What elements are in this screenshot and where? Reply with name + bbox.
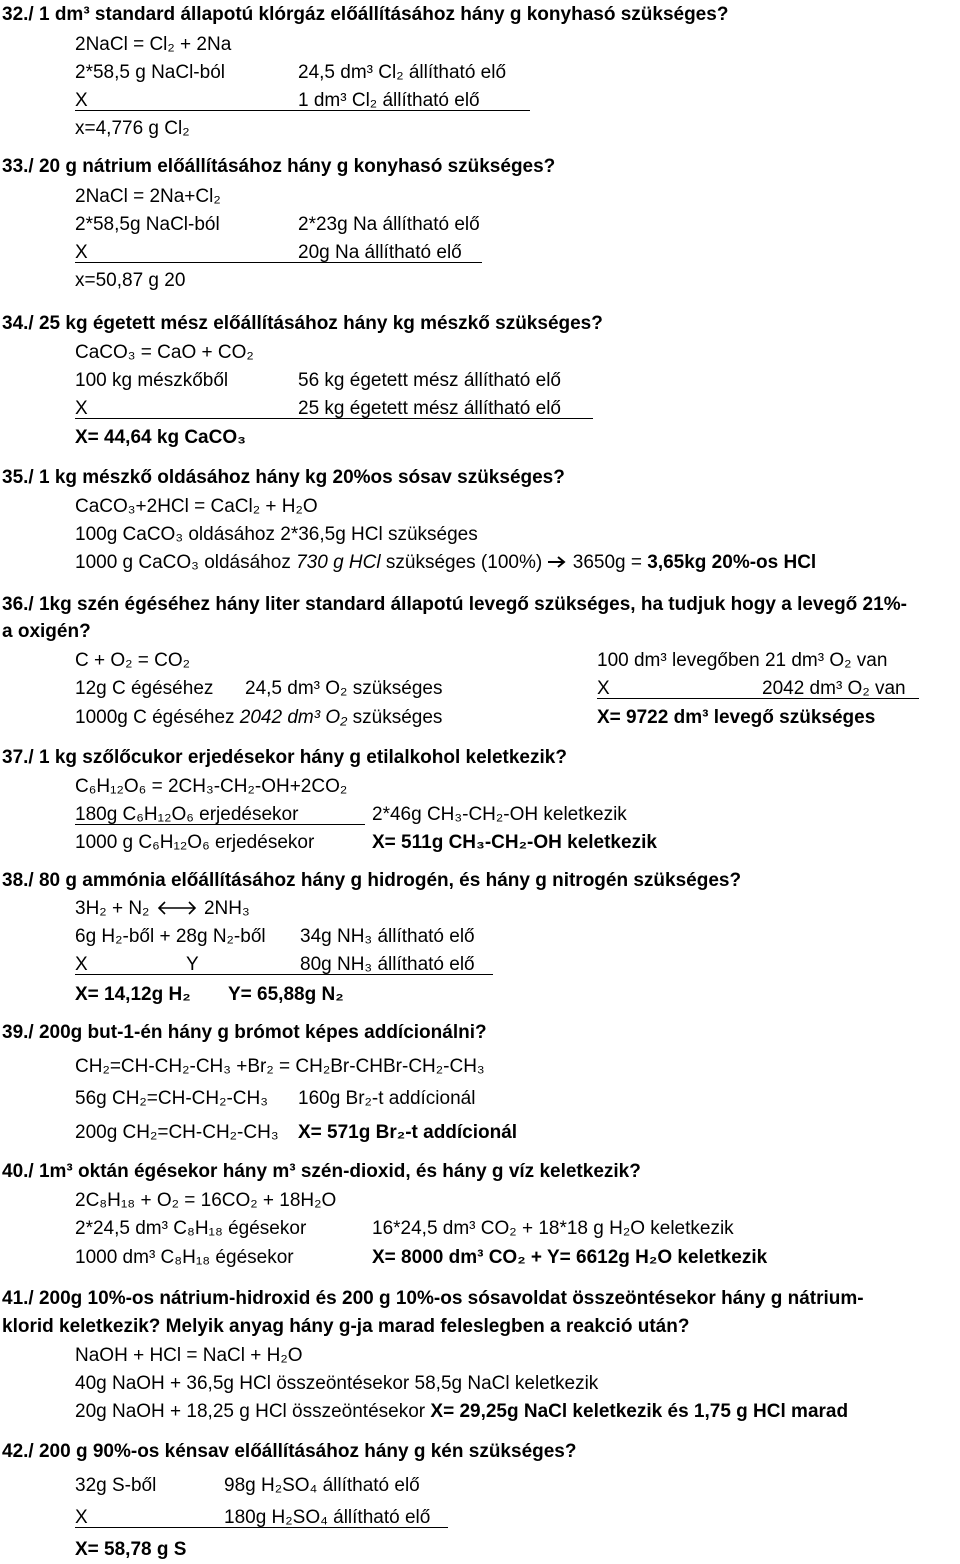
q32-row2-right: 1 dm³ Cl₂ állítható elő — [298, 90, 480, 111]
q36-right-2b: 2042 dm³ O₂ van — [762, 678, 906, 699]
q41-row2-a: 20g NaOH + 18,25 g HCl összeöntésekor — [75, 1401, 426, 1422]
q36-left-2a: 12g C égéséhez — [75, 678, 214, 699]
q39-row1-right: 160g Br₂-t addícionál — [298, 1088, 476, 1109]
q41-row1: 40g NaOH + 36,5g HCl összeöntésekor 58,5g NaCl keletkezik — [75, 1373, 599, 1394]
q35-row2-e: 3,65kg 20%-os HCl — [647, 552, 817, 573]
q33-equation: 2NaCl = 2Na+Cl₂ — [75, 186, 221, 207]
q32-equation: 2NaCl = Cl₂ + 2Na — [75, 34, 232, 55]
q42-row1-right: 98g H₂SO₄ állítható elő — [224, 1475, 420, 1496]
q38-row2-x: X — [75, 954, 88, 975]
q39-equation: CH₂=CH-CH₂-CH₃ +Br₂ = CH₂Br-CHBr-CH₂-CH₃ — [75, 1056, 485, 1077]
q36-left-1: C + O₂ = CO₂ — [75, 650, 191, 671]
q40-title: 40./ 1m³ oktán égésekor hány m³ szén-dioxid, és hány g víz keletkezik? — [2, 1161, 641, 1182]
q35-row2-a: 1000 g CaCO₃ oldásához — [75, 552, 291, 573]
q35-equation: CaCO₃+2HCl = CaCl₂ + H₂O — [75, 496, 318, 517]
q32-row1-left: 2*58,5 g NaCl-ból — [75, 62, 225, 83]
q36-left-3c: szükséges — [352, 707, 443, 728]
q34-row2-left: X — [75, 398, 88, 419]
q35-title: 35./ 1 kg mészkő oldásához hány kg 20%os sósav szükséges? — [2, 467, 565, 488]
q32-row1-right: 24,5 dm³ Cl₂ állítható elő — [298, 62, 507, 83]
q38-underline — [75, 974, 493, 975]
q38-equation — [75, 899, 250, 918]
q34-row2-right: 25 kg égetett mész állítható elő — [298, 398, 561, 419]
q33-row1-right: 2*23g Na állítható elő — [298, 214, 480, 235]
q37-title: 37./ 1 kg szőlőcukor erjedésekor hány g etilalkohol keletkezik? — [2, 747, 567, 768]
q36-title-line1: 36./ 1kg szén égéséhez hány liter standard állapotú levegő szükséges, ha tudjuk hogy a levegő 21%- — [2, 594, 907, 615]
reversible-arrow-icon — [157, 900, 197, 916]
q33-row1-left: 2*58,5g NaCl-ból — [75, 214, 220, 235]
q34-row1-right: 56 kg égetett mész állítható elő — [298, 370, 561, 391]
q32-row2-left: X — [75, 90, 88, 111]
q39-title: 39./ 200g but-1-én hány g brómot képes addícionálni? — [2, 1022, 487, 1043]
q42-title: 42./ 200 g 90%-os kénsav előállításához hány g kén szükséges? — [2, 1441, 577, 1462]
q39-row2-left: 200g CH₂=CH-CH₂-CH₃ — [75, 1122, 279, 1143]
q34-result: X= 44,64 kg CaCO₃ — [75, 427, 246, 448]
q40-row2-right: X= 8000 dm³ CO₂ + Y= 6612g H₂O keletkezik — [372, 1247, 768, 1268]
q33-title: 33./ 20 g nátrium előállításához hány g konyhasó szükséges? — [2, 156, 556, 177]
q38-row1-left: 6g H₂-ből + 28g N₂-ből — [75, 926, 266, 947]
q40-row2-left: 1000 dm³ C₈H₁₈ égésekor — [75, 1247, 294, 1268]
q35-row2 — [75, 553, 816, 572]
q37-row2-left: 1000 g C₆H₁₂O₆ erjedésekor — [75, 832, 315, 853]
q41-equation: NaOH + HCl = NaCl + H₂O — [75, 1345, 303, 1366]
q35-row2-c: szükséges (100%) — [385, 552, 543, 573]
q42-row2-left: X — [75, 1507, 88, 1528]
q39-row1-left: 56g CH₂=CH-CH₂-CH₃ — [75, 1088, 268, 1109]
q38-result-y: Y= 65,88g N₂ — [228, 984, 344, 1005]
q38-eq-left: 3H₂ + N₂ — [75, 898, 150, 919]
q41-title-line2: klorid keletkezik? Melyik anyag hány g-ja marad feleslegben a reakció után? — [2, 1316, 690, 1337]
q42-result: X= 58,78 g S — [75, 1539, 187, 1560]
q36-title-line2: a oxigén? — [2, 621, 91, 642]
q41-title-line1: 41./ 200g 10%-os nátrium-hidroxid és 200 g 10%-os sósavoldat összeöntésekor hány g nátrium- — [2, 1288, 864, 1309]
q33-row2-right: 20g Na állítható elő — [298, 242, 462, 263]
q40-row1-right: 16*24,5 dm³ CO₂ + 18*18 g H₂O keletkezik — [372, 1218, 734, 1239]
q36-right-3: X= 9722 dm³ levegő szükséges — [597, 707, 876, 728]
q38-row1-right: 34g NH₃ állítható elő — [300, 926, 475, 947]
q33-underline — [75, 262, 482, 263]
q42-row2-right: 180g H₂SO₄ állítható elő — [224, 1507, 431, 1528]
q36-underline — [597, 698, 919, 699]
q38-eq-right: 2NH₃ — [203, 898, 250, 919]
q32-title: 32./ 1 dm³ standard állapotú klórgáz előállításához hány g konyhasó szükséges? — [2, 4, 729, 25]
q35-row1: 100g CaCO₃ oldásához 2*36,5g HCl szükséges — [75, 524, 478, 545]
q35-row2-b: 730 g HCl — [296, 552, 381, 573]
q36-right-1: 100 dm³ levegőben 21 dm³ O₂ van — [597, 650, 888, 671]
q42-underline — [75, 1527, 448, 1528]
q36-right-2a: X — [597, 678, 610, 699]
q38-title: 38./ 80 g ammónia előállításához hány g hidrogén, és hány g nitrogén szükséges? — [2, 870, 742, 891]
q37-row1-left: 180g C₆H₁₂O₆ erjedésekor — [75, 804, 299, 825]
q40-row1-left: 2*24,5 dm³ C₈H₁₈ égésekor — [75, 1218, 307, 1239]
q33-result: x=50,87 g 20 — [75, 270, 186, 291]
q41-row2-b: X= 29,25g NaCl keletkezik és 1,75 g HCl marad — [430, 1401, 849, 1422]
q37-row2-right: X= 511g CH₃-CH₂-OH keletkezik — [372, 832, 657, 853]
q34-equation: CaCO₃ = CaO + CO₂ — [75, 342, 254, 363]
q38-row2-y: Y — [186, 954, 199, 975]
q41-row2 — [75, 1402, 848, 1421]
q40-equation: 2C₈H₁₈ + O₂ = 16CO₂ + 18H₂O — [75, 1190, 337, 1211]
q36-left-2b: 24,5 dm³ O₂ szükséges — [245, 678, 443, 699]
q34-title: 34./ 25 kg égetett mész előállításához hány kg mészkő szükséges? — [2, 313, 603, 334]
q33-row2-left: X — [75, 242, 88, 263]
q42-row1-left: 32g S-ből — [75, 1475, 157, 1496]
q36-left-3a: 1000g C égéséhez — [75, 707, 235, 728]
q34-underline — [75, 418, 593, 419]
q32-result: x=4,776 g Cl₂ — [75, 118, 190, 139]
q36-left-3b: 2042 dm³ O₂ — [239, 707, 348, 728]
q38-result-x: X= 14,12g H₂ — [75, 984, 191, 1005]
q35-row2-d: 3650g = — [572, 552, 642, 573]
q38-row2-right: 80g NH₃ állítható elő — [300, 954, 475, 975]
q32-underline — [75, 110, 530, 111]
q34-row1-left: 100 kg mészkőből — [75, 370, 229, 391]
right-arrow-icon — [547, 555, 567, 569]
q39-row2-right: X= 571g Br₂-t addícionál — [298, 1122, 518, 1143]
q37-equation: C₆H₁₂O₆ = 2CH₃-CH₂-OH+2CO₂ — [75, 776, 348, 797]
q36-left-3 — [75, 708, 442, 727]
q37-row1-right: 2*46g CH₃-CH₂-OH keletkezik — [372, 804, 627, 825]
q37-underline — [75, 824, 365, 825]
